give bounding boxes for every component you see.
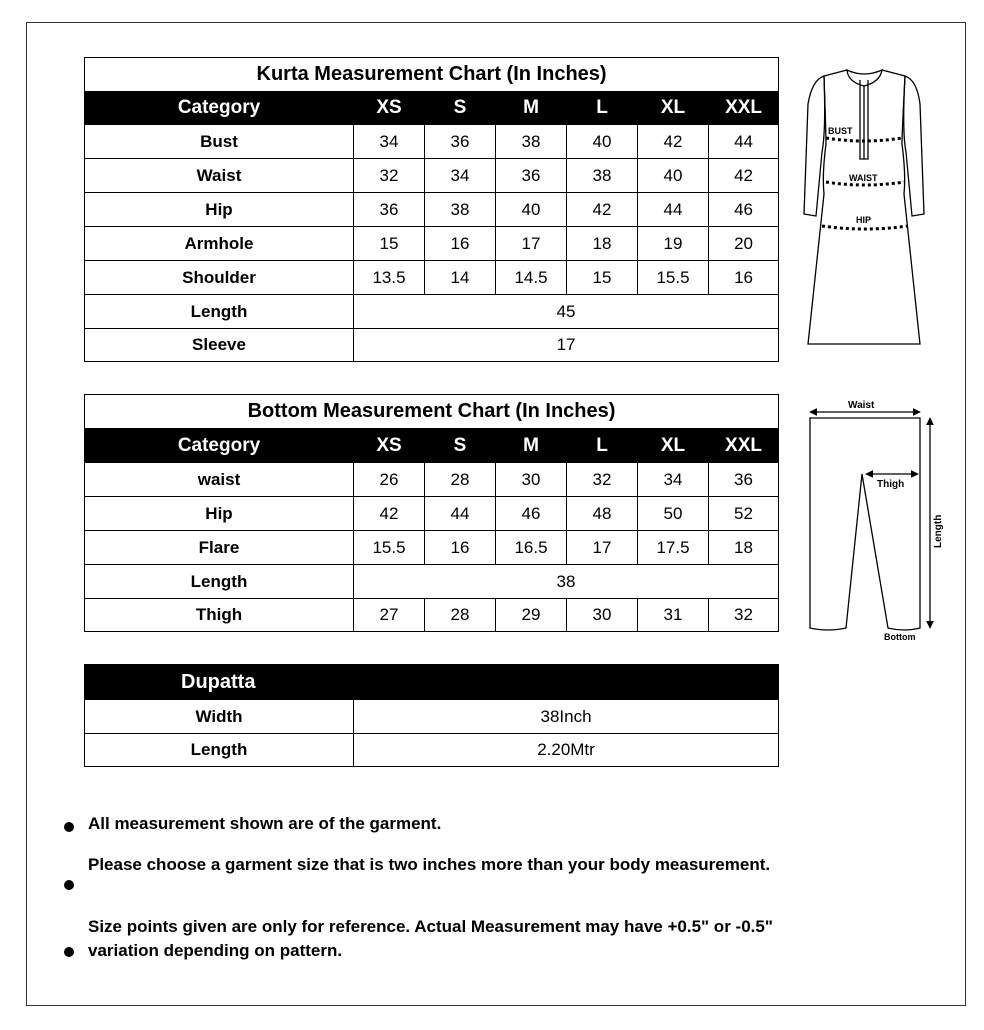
table-row	[85, 261, 779, 295]
kurta-measurement-table	[84, 57, 779, 362]
bottom-thigh-label: Thigh	[877, 479, 905, 490]
bottom-header-xxl: XXL	[709, 429, 779, 463]
cell: 16	[425, 227, 496, 261]
cell: 42	[567, 193, 638, 227]
cell: 16.5	[496, 531, 567, 565]
kurta-header-category: Category	[85, 92, 354, 125]
cell: 29	[496, 599, 567, 632]
cell: 40	[638, 159, 709, 193]
table-row	[85, 497, 779, 531]
cell: 32	[567, 463, 638, 497]
cell: 42	[709, 159, 779, 193]
cell: 15	[354, 227, 425, 261]
cell: 38Inch	[354, 700, 779, 734]
kurta-waist-label: WAIST	[849, 173, 878, 183]
note-text: Size points given are only for reference. Actual Measurement may have +0.5" or -0.5" variation depending on pattern.	[88, 917, 773, 960]
row-label: waist	[85, 463, 354, 497]
row-label: Length	[85, 734, 354, 767]
cell: 30	[496, 463, 567, 497]
note-text: All measurement shown are of the garment.	[88, 814, 442, 833]
cell: 15	[567, 261, 638, 295]
cell: 44	[638, 193, 709, 227]
bottom-diagram	[800, 396, 948, 644]
cell: 44	[425, 497, 496, 531]
cell: 42	[354, 497, 425, 531]
row-label: Flare	[85, 531, 354, 565]
cell: 46	[496, 497, 567, 531]
row-label: Hip	[85, 193, 354, 227]
cell: 20	[709, 227, 779, 261]
cell: 17	[496, 227, 567, 261]
bottom-bottom-label: Bottom	[884, 632, 916, 642]
table-row	[85, 531, 779, 565]
cell: 36	[709, 463, 779, 497]
cell: 28	[425, 463, 496, 497]
bottom-header-m: M	[496, 429, 567, 463]
row-label: Width	[85, 700, 354, 734]
kurta-header-m: M	[496, 92, 567, 125]
bullet-icon	[64, 822, 74, 832]
merged-cell: 17	[354, 329, 779, 362]
cell: 44	[709, 125, 779, 159]
dupatta-title: Dupatta	[85, 665, 779, 700]
row-label: Shoulder	[85, 261, 354, 295]
row-label: Hip	[85, 497, 354, 531]
cell: 18	[709, 531, 779, 565]
bottom-header-xs: XS	[354, 429, 425, 463]
table-row	[85, 295, 779, 329]
table-row	[85, 565, 779, 599]
row-label: Thigh	[85, 599, 354, 632]
kurta-header-s: S	[425, 92, 496, 125]
cell: 40	[496, 193, 567, 227]
merged-cell: 38	[354, 565, 779, 599]
cell: 14	[425, 261, 496, 295]
merged-cell: 45	[354, 295, 779, 329]
row-label: Length	[85, 295, 354, 329]
table-row	[85, 193, 779, 227]
cell: 15.5	[638, 261, 709, 295]
table-row	[85, 599, 779, 632]
cell: 32	[354, 159, 425, 193]
cell: 14.5	[496, 261, 567, 295]
kurta-header-xs: XS	[354, 92, 425, 125]
cell: 42	[638, 125, 709, 159]
kurta-diagram	[800, 64, 930, 352]
table-row	[85, 329, 779, 362]
cell: 28	[425, 599, 496, 632]
cell: 19	[638, 227, 709, 261]
cell: 27	[354, 599, 425, 632]
cell: 36	[425, 125, 496, 159]
cell: 15.5	[354, 531, 425, 565]
table-row	[85, 227, 779, 261]
row-label: Waist	[85, 159, 354, 193]
kurta-bust-label: BUST	[828, 126, 853, 136]
row-label: Length	[85, 565, 354, 599]
cell: 38	[496, 125, 567, 159]
bottom-header-s: S	[425, 429, 496, 463]
bottom-header-category: Category	[85, 429, 354, 463]
table-row	[85, 700, 779, 734]
cell: 36	[496, 159, 567, 193]
row-label: Bust	[85, 125, 354, 159]
cell: 13.5	[354, 261, 425, 295]
table-row	[85, 463, 779, 497]
bullet-icon	[64, 880, 74, 890]
cell: 34	[425, 159, 496, 193]
bottom-waist-label: Waist	[848, 400, 875, 411]
dupatta-table	[84, 664, 779, 767]
cell: 16	[709, 261, 779, 295]
cell: 48	[567, 497, 638, 531]
table-row	[85, 159, 779, 193]
kurta-hip-label: HIP	[856, 215, 872, 225]
cell: 17.5	[638, 531, 709, 565]
cell: 38	[567, 159, 638, 193]
bottom-header-xl: XL	[638, 429, 709, 463]
cell: 36	[354, 193, 425, 227]
cell: 30	[567, 599, 638, 632]
row-label: Armhole	[85, 227, 354, 261]
kurta-header-l: L	[567, 92, 638, 125]
cell: 31	[638, 599, 709, 632]
cell: 2.20Mtr	[354, 734, 779, 767]
cell: 38	[425, 193, 496, 227]
row-label: Sleeve	[85, 329, 354, 362]
cell: 32	[709, 599, 779, 632]
cell: 17	[567, 531, 638, 565]
bottom-measurement-table	[84, 394, 779, 632]
table-row	[85, 734, 779, 767]
cell: 50	[638, 497, 709, 531]
cell: 16	[425, 531, 496, 565]
cell: 52	[709, 497, 779, 531]
cell: 34	[638, 463, 709, 497]
cell: 26	[354, 463, 425, 497]
note-text: Please choose a garment size that is two inches more than your body measurement.	[88, 855, 771, 874]
cell: 40	[567, 125, 638, 159]
cell: 46	[709, 193, 779, 227]
bottom-header-l: L	[567, 429, 638, 463]
cell: 34	[354, 125, 425, 159]
cell: 18	[567, 227, 638, 261]
kurta-header-xl: XL	[638, 92, 709, 125]
kurta-header-xxl: XXL	[709, 92, 779, 125]
bullet-icon	[64, 947, 74, 957]
bottom-table-title: Bottom Measurement Chart (In Inches)	[85, 395, 779, 429]
kurta-table-title: Kurta Measurement Chart (In Inches)	[85, 58, 779, 92]
table-row	[85, 125, 779, 159]
bottom-length-label: Length	[933, 514, 944, 548]
notes-list	[64, 812, 784, 972]
